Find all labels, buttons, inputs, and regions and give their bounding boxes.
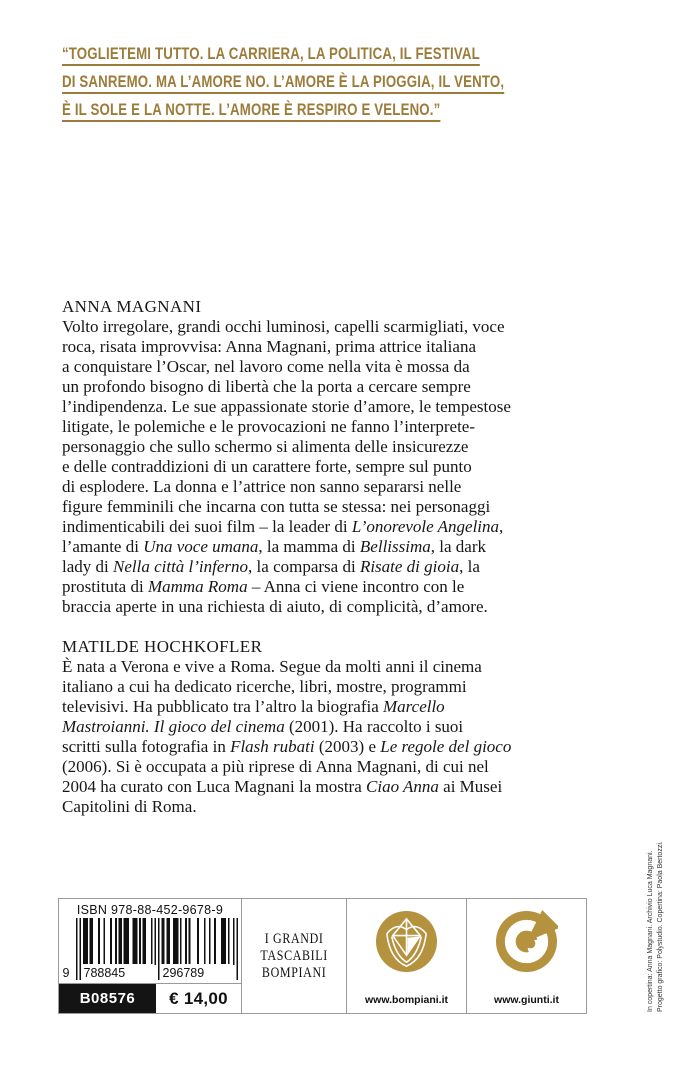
bompiani-panel (346, 899, 466, 1013)
bio-section (62, 297, 511, 617)
bompiani-url: www.bompiani.it (364, 994, 449, 1006)
ean-digit-group2: 296789 (161, 965, 236, 980)
credit-line: Progetto grafico: Polystudio. Copertina: Paola Bertozzi. (657, 841, 664, 1012)
bio-sections (62, 297, 511, 817)
isbn-label: ISBN 978-88-452-9678-9 (76, 903, 224, 917)
bio-paragraph: Volto irregolare, grandi occhi luminosi, capelli scarmigliati, voce roca, risata improvvisa: Anna Magnani, prima attrice italiana a conquistare l’Oscar, nel lavoro come nella vita è mossa da un profondo bisogno di libertà che la porta a cercare sempre l’indipendenza. Le sue appassionate storie d’amore, le tempestose litigate, le polemiche e le provocazioni ne fanno l’interprete- personaggio che sullo schermo si alimenta delle insicurezze e delle contraddizioni di un carattere forte, sempre sul punto di esplodere. La donna e l’attrice non sanno separarsi nelle figure femminili che incarna con tutta se stessa: nei personaggi indimenticabili dei suoi film – la leader di L’onorevole Angelina, l’amante di Una voce umana, la mamma di Bellissima, la dark lady di Nella città l’inferno, la comparsa di Risate di gioia, la prostituta di Mamma Roma – Anna ci viene incontro con le braccia aperte in una richiesta di aiuto, di complicità, d’amore. (62, 317, 511, 616)
collection-line: TASCABILI (260, 947, 328, 964)
edition-code: B08576 (59, 984, 156, 1013)
collection-line: I GRANDI (264, 930, 324, 947)
ean13-barcode (62, 918, 238, 980)
bio-paragraph: È nata a Verona e vive a Roma. Segue da molti anni il cinema italiano a cui ha dedicato ricerche, libri, mostre, programmi televisivi. Ha pubblicato tra l’altro la biografia Marcello Mastroianni. Il gioco del cinema (2001). Ha raccolto i suoi scritti sulla fotografia in Flash rubati (2003) e Le regole del gioco (2006). Si è occupata a più riprese di Anna Magnani, di cui nel 2004 ha curato con Luca Magnani la mostra Ciao Anna ai Musei Capitolini di Roma. (62, 657, 512, 816)
price-row (59, 983, 241, 1013)
cover-quote (62, 40, 504, 124)
quote-line: “TOGLIETEMI TUTTO. LA CARRIERA, LA POLITICA, IL FESTIVAL (62, 44, 480, 63)
bio-heading: MATILDE HOCHKOFLER (62, 637, 263, 656)
bio-heading: ANNA MAGNANI (62, 297, 202, 316)
giunti-panel (466, 899, 586, 1013)
bompiani-flower-logo (375, 910, 438, 973)
quote-line: È IL SOLE E LA NOTTE. L’AMORE È RESPIRO E VELENO.” (62, 100, 441, 119)
collection-name (260, 931, 327, 982)
photo-credits-vertical (646, 824, 666, 1012)
footer-strip (58, 898, 587, 1014)
credit-line: In copertina: Anna Magnani. Archivio Luca Magnani. (647, 850, 654, 1012)
barcode-panel (59, 899, 241, 1013)
quote-line: DI SANREMO. MA L’AMORE NO. L’AMORE È LA PIOGGIA, IL VENTO, (62, 72, 505, 91)
collection-panel (241, 899, 346, 1013)
price: € 14,00 (169, 988, 228, 1008)
collection-line: BOMPIANI (261, 964, 327, 981)
giunti-url: www.giunti.it (494, 994, 559, 1006)
giunti-g-logo (495, 910, 558, 973)
ean-digit-lead: 9 (62, 965, 70, 980)
ean-digit-group1: 788845 (82, 965, 157, 980)
bio-section (62, 637, 511, 817)
